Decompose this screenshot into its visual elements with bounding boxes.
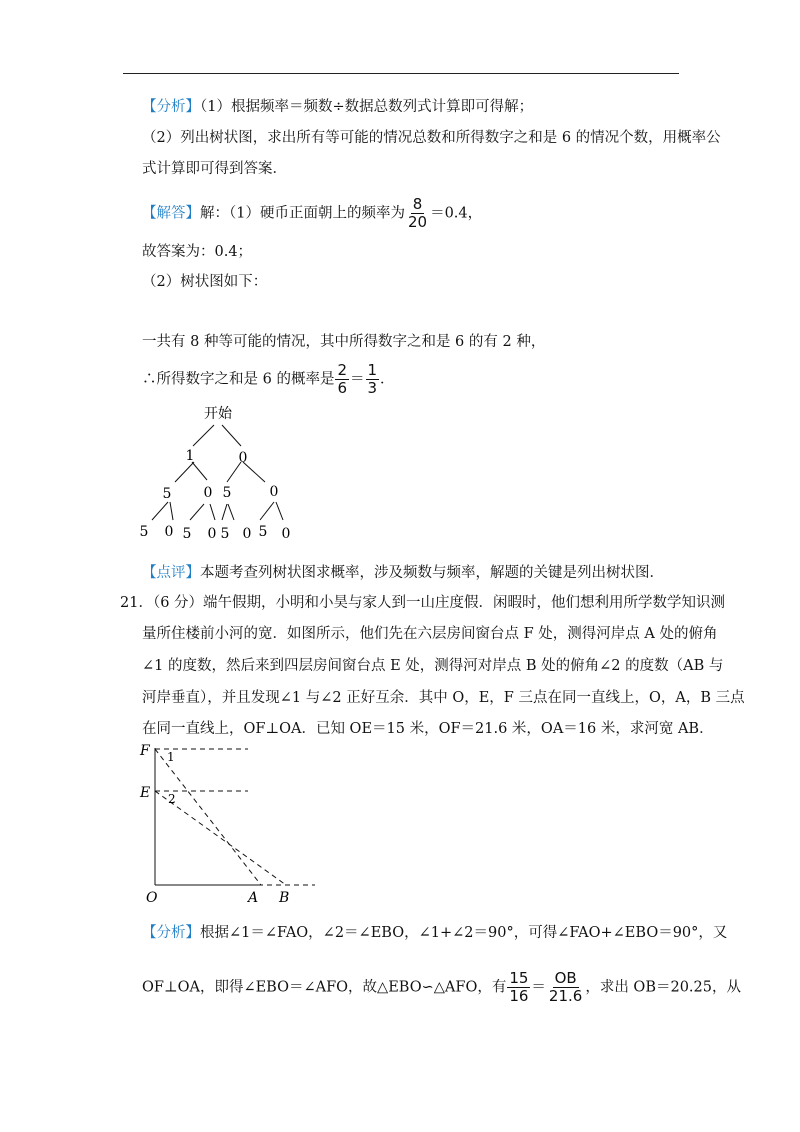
tree-l3-node: 5 <box>182 526 192 542</box>
geometry-figure <box>130 738 330 910</box>
solution-line5: ∴所得数字之和是 6 的概率是 $\frac{2}{6}$ ＝ $\frac{1}{3}$ ． <box>142 361 395 397</box>
problem21-line2: 量所住楼前小河的宽．如图所示，他们先在六层房间窗台点 F 处，测得河岸点 A 处的俯角 <box>142 626 718 642</box>
comment-tag: 【点评】 <box>142 565 200 581</box>
tree-l1-node: 0 <box>238 450 248 466</box>
solution-line1: 【解答】解：（1）硬币正面朝上的频率为 $\frac{8}{20}$ ＝0.4， <box>142 195 483 231</box>
analysis-tag: 【分析】 <box>142 925 200 941</box>
label-B: B <box>279 890 290 906</box>
fraction-2-6: $\frac{2}{6}$ <box>337 361 347 397</box>
comment-line: 【点评】本题考查列树状图求概率，涉及频数与频率，解题的关键是列出树状图． <box>142 565 664 581</box>
tree-diagram <box>130 400 310 550</box>
tree-l2-node: 0 <box>203 485 213 501</box>
problem21-line3: ∠1 的度数，然后来到四层房间窗台点 E 处，测得河对岸点 B 处的俯角∠2 的度数（AB 与 <box>142 658 724 674</box>
analysis2-line2: OF⊥OA，即得∠EBO＝∠AFO，故△EBO∽△AFO，有 $\frac{15}{16}$ ＝ $\frac{OB}{21.6}$ ，求出 OB＝20.25，从 <box>142 969 741 1005</box>
problem21-line1: 21．（6 分）端午假期，小明和小昊与家人到一山庄度假．闲暇时，他们想利用所学数学知识测 <box>120 595 726 611</box>
label-A: A <box>248 890 259 906</box>
analysis-tag: 【分析】 <box>142 99 200 115</box>
analysis1-line3: 式计算即可得到答案． <box>142 161 287 177</box>
analysis2-line1: 【分析】根据∠1＝∠FAO，∠2＝∠EBO，∠1+∠2＝90°，可得∠FAO+∠EBO＝90°，又 <box>142 925 728 941</box>
label-F: F <box>140 743 150 759</box>
tree-l3-node: 5 <box>139 524 149 540</box>
header-rule <box>123 73 679 74</box>
problem21-line5: 在同一直线上，OF⊥OA．已知 OE＝15 米，OF＝21.6 米，OA＝16 米，求河宽 AB． <box>142 721 714 737</box>
label-O: O <box>146 890 158 906</box>
tree-l3-node: 0 <box>207 526 217 542</box>
fraction-OB-21.6: $\frac{OB}{21.6}$ <box>548 969 583 1005</box>
problem21-line4: 河岸垂直），并且发现∠1 与∠2 正好互余．其中 O，E，F 三点在同一直线上，O，A，B 三点 <box>142 690 745 706</box>
fraction-15-16: $\frac{15}{16}$ <box>509 969 529 1005</box>
tree-l3-node: 0 <box>242 526 252 542</box>
tree-l3-node: 5 <box>258 524 268 540</box>
solution-line4: 一共有 8 种等可能的情况，其中所得数字之和是 6 的有 2 种， <box>142 334 546 350</box>
tree-l3-node: 0 <box>281 526 291 542</box>
solution-line2: 故答案为：0.4； <box>142 244 253 260</box>
tree-l3-node: 5 <box>220 526 230 542</box>
tree-l2-node: 5 <box>162 486 172 502</box>
angle-1-label: 1 <box>167 750 175 764</box>
tree-l2-node: 5 <box>222 485 232 501</box>
solution-tag: 【解答】 <box>142 205 200 222</box>
tree-l3-node: 0 <box>164 524 174 540</box>
fraction-8-20: $\frac{8}{20}$ <box>407 195 428 231</box>
tree-l2-node: 0 <box>269 484 279 500</box>
solution-line3: （2）树状图如下： <box>142 274 268 290</box>
angle-2-label: 2 <box>168 792 176 806</box>
analysis1-line1: 【分析】（1）根据频率＝频数÷数据总数列式计算即可得解； <box>142 99 534 115</box>
label-E: E <box>140 785 151 801</box>
tree-l1-node: 1 <box>185 448 195 464</box>
analysis1-line2: （2）列出树状图，求出所有等可能的情况总数和所得数字之和是 6 的情况个数，用概率公 <box>142 130 721 146</box>
tree-root: 开始 <box>204 406 232 422</box>
fraction-1-3: $\frac{1}{3}$ <box>367 361 378 397</box>
